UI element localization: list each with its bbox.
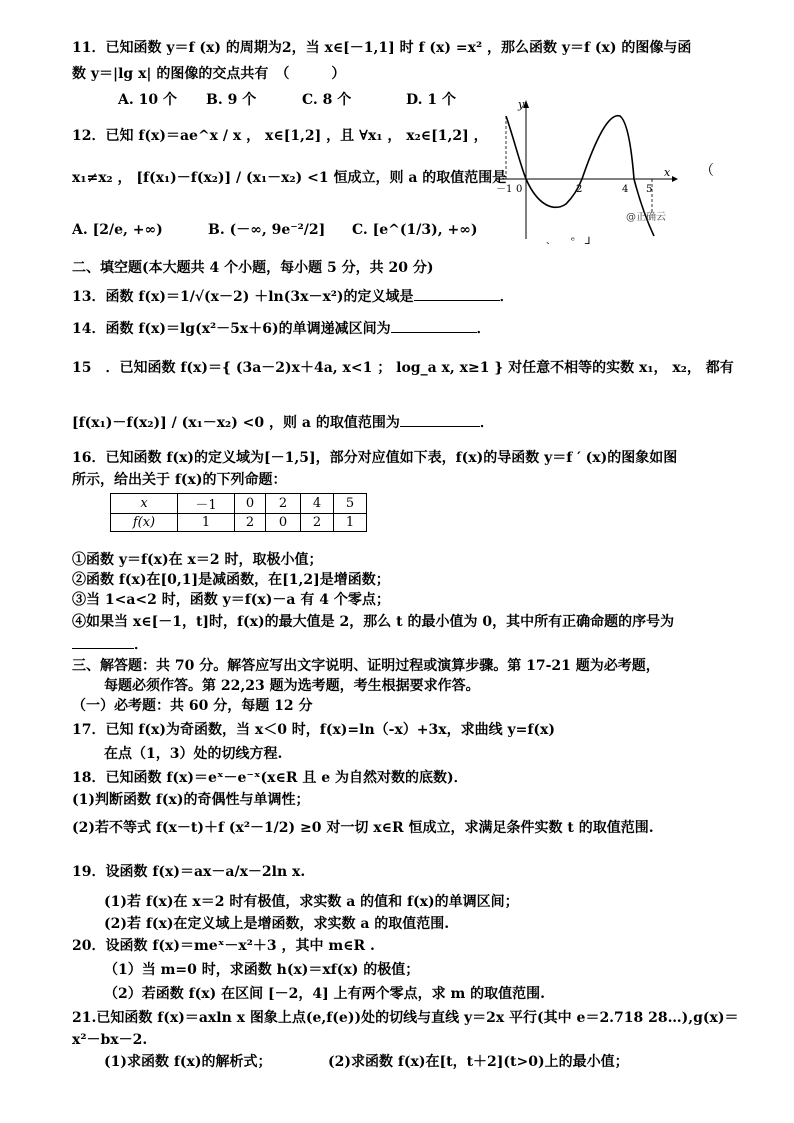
q21-line1: 21.已知函数 f(x)＝axln x 图象上点(e,f(e))处的切线与直线 y＝2x 平行(其中 e＝2.718 28…),g(x)＝	[72, 1010, 739, 1026]
table-row	[111, 514, 367, 532]
q14-line: 14．函数 f(x)＝lg(x²－5x＋6)的单调递减区间为 ．	[72, 318, 491, 339]
value-table	[110, 493, 367, 532]
q19-line3: (2)若 f(x)在定义域上是增函数，求实数 a 的取值范围.	[104, 916, 450, 932]
section3-line1: 三、解答题：共 70 分。解答应写出文字说明、证明过程或演算步骤。第 17-21 题为必考题，	[72, 658, 660, 674]
q18-line2: (1)判断函数 f(x)的奇偶性与单调性；	[72, 792, 310, 808]
tick-0: 0	[516, 184, 523, 195]
q15-text: [f(x₁)－f(x₂)] / (x₁－x₂) <0 ，则 a 的取值范围为	[72, 415, 400, 431]
q18-line1: 18．已知函数 f(x)＝eˣ－e⁻ˣ(x∈R 且 e 为自然对数的底数)．	[72, 770, 468, 786]
q16-item-2: ②函数 f(x)在[0,1]是减函数，在[1,2]是增函数；	[72, 572, 390, 588]
q15-blank	[400, 412, 480, 427]
q14-blank	[391, 318, 477, 333]
q13-line: 13．函数 f(x)＝1/√(x－2) ＋ln(3x－x²)的定义域是 ．	[72, 286, 514, 307]
q11-line1: 11．已知函数 y＝f (x) 的周期为2，当 x∈[－1,1] 时 f (x) =x² ，那么函数 y＝f (x) 的图像与函	[72, 40, 692, 56]
q16-line1: 16．已知函数 f(x)的定义域为[－1,5]，部分对应值如下表，f(x)的导函数 y＝f ′ (x)的图象如图	[72, 450, 678, 466]
q12-paren: （	[700, 163, 714, 179]
x-axis-label: x	[664, 166, 671, 179]
q17-line1: 17．已知 f(x)为奇函数，当 x＜0 时，f(x)=ln（-x）+3x，求曲线 y=f(x)	[72, 722, 555, 738]
q15-line1: 15 ．已知函数 f(x)＝{ (3a－2)x＋4a, x<1 ； log_a x, x≥1 } 对任意不相等的实数 x₁， x₂， 都有	[72, 360, 734, 376]
table-cell: －1	[178, 494, 235, 514]
table-cell: 2	[301, 514, 334, 532]
x-axis-arrow	[672, 176, 678, 182]
q21-part2: (2)求函数 f(x)在[t，t＋2](t>0)上的最小值；	[328, 1054, 629, 1070]
tick-5: 5	[646, 184, 653, 195]
q11-option-a: A. 10 个	[118, 92, 177, 108]
q12-option-a: A. [2/e, +∞)	[72, 222, 163, 238]
q14-text: 14．函数 f(x)＝lg(x²－5x＋6)的单调递减区间为	[72, 321, 391, 337]
section2-heading: 二、填空题(本大题共 4 个小题，每小题 5 分，共 20 分)	[72, 260, 434, 276]
q12-option-b: B. (－∞, 9e⁻²/2]	[208, 222, 326, 238]
q21-part1: (1)求函数 f(x)的解析式；	[104, 1054, 272, 1070]
q16-item-4: ④如果当 x∈[－1，t]时，f(x)的最大值是 2，那么 t 的最小值为 0，其中所有正确命题的序号为	[72, 614, 675, 630]
q12-line2: x₁≠x₂ ， [f(x₁)－f(x₂)] / (x₁－x₂) <1 恒成立，则 a 的取值范围是	[72, 170, 507, 186]
q21-line2: x²－bx－2.	[72, 1032, 148, 1048]
table-cell: 2	[266, 494, 301, 514]
table-cell: 1	[178, 514, 235, 532]
q11-line2: 数 y＝|lg x| 的图像的交点共有 （ ）	[72, 66, 346, 82]
q16-item-3: ③当 1<a<2 时，函数 y＝f(x)－a 有 4 个零点；	[72, 592, 390, 608]
tick-2: 2	[576, 184, 583, 195]
watermark: @正确云	[626, 212, 666, 223]
table-row	[111, 494, 367, 514]
section3-sub: （一）必考题：共 60 分，每题 12 分	[72, 698, 313, 714]
q20-line1: 20．设函数 f(x)＝meˣ－x²＋3 ，其中 m∈R .	[72, 938, 375, 954]
q11-option-d: D. 1 个	[406, 92, 457, 108]
table-cell: 2	[235, 514, 266, 532]
q17-line2: 在点（1，3）处的切线方程.	[104, 746, 283, 762]
q11-option-c: C. 8 个	[302, 92, 352, 108]
q18-line3: (2)若不等式 f(x－t)＋f (x²－1/2) ≥0 对一切 x∈R 恒成立，求满足条件实数 t 的取值范围.	[72, 820, 654, 836]
table-cell: 0	[266, 514, 301, 532]
q20-line3: （2）若函数 f(x) 在区间 [－2，4] 上有两个零点，求 m 的取值范围.	[104, 986, 546, 1002]
q16-blank	[72, 634, 134, 649]
y-axis-label: y	[518, 98, 525, 111]
q16-line2: 所示，给出关于 f(x)的下列命题：	[72, 472, 287, 488]
table-cell: 0	[235, 494, 266, 514]
table-cell: 1	[334, 514, 367, 532]
q12-option-c: C. [e^(1/3), +∞)	[352, 222, 478, 238]
table-cell: 5	[334, 494, 367, 514]
tick-neg1: －1	[496, 184, 513, 195]
q15-line2: [f(x₁)－f(x₂)] / (x₁－x₂) <0 ，则 a 的取值范围为 ．	[72, 412, 494, 433]
q16-answer-line: ．	[72, 634, 148, 655]
q13-blank	[414, 286, 500, 301]
q16-item-1: ①函数 y＝f(x)在 x＝2 时，取极小值；	[72, 552, 323, 568]
table-cell: f(x)	[111, 514, 178, 532]
graph-bottom-fragment: 、 ᵉ ⅃	[546, 236, 591, 244]
section3-line2: 每题必须作答。第 22,23 题为选考题，考生根据要求作答。	[104, 678, 480, 694]
table-cell: x	[111, 494, 178, 514]
q11-option-b: B. 9 个	[206, 92, 257, 108]
q19-line2: (1)若 f(x)在 x＝2 时有极值，求实数 a 的值和 f(x)的单调区间；	[104, 894, 519, 910]
q13-text: 13．函数 f(x)＝1/√(x－2) ＋ln(3x－x²)的定义域是	[72, 289, 414, 305]
q12-line1: 12．已知 f(x)＝ae^x / x ， x∈[1,2] ，且 ∀x₁ ， x₂∈[1,2] ，	[72, 128, 488, 144]
tick-4: 4	[622, 184, 629, 195]
q19-line1: 19．设函数 f(x)＝ax－a/x－2ln x.	[72, 864, 306, 880]
q20-line2: （1）当 m=0 时，求函数 h(x)＝xf(x) 的极值；	[104, 962, 420, 978]
derivative-graph	[486, 94, 686, 244]
table-cell: 4	[301, 494, 334, 514]
